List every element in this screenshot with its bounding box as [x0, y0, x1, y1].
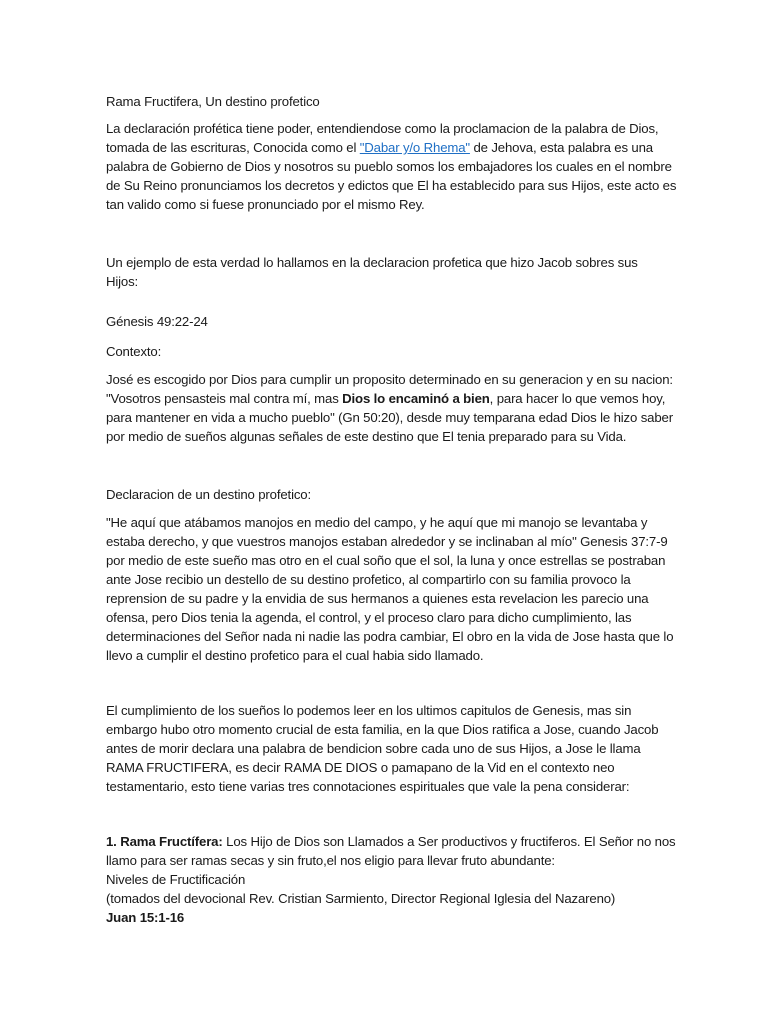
devotional-source: (tomados del devocional Rev. Cristian Sarmiento, Director Regional Iglesia del Nazareno): [106, 891, 616, 906]
fructification-levels: Niveles de Fructificación: [106, 872, 246, 887]
fulfillment-line: testamentario, esto tiene varias tres connotaciones espirituales que vale la pena considerar:: [106, 779, 630, 794]
context-heading: Contexto:: [106, 344, 162, 359]
context-line-2-c: , para hacer lo que vemos hoy,: [489, 391, 666, 406]
fulfillment-line: RAMA FRUCTIFERA, es decir RAMA DE DIOS o pamapano de la Vid en el contexto neo: [106, 760, 615, 775]
fulfillment-line: antes de morir declara una palabra de bendicion sobre cada uno de sus Hijos, a Jose le llama: [106, 741, 641, 756]
context-line-1: José es escogido por Dios para cumplir un proposito determinado en su generacion y en su nacion:: [106, 372, 673, 387]
scripture-reference: Génesis 49:22-24: [106, 314, 208, 329]
declaration-line: ofensa, pero Dios tenia la agenda, el control, y el proceso claro para dicho cumplimiento, las: [106, 610, 632, 625]
intro-line-2: [106, 138, 666, 157]
example-paragraph: Un ejemplo de esta verdad lo hallamos en la declaracion profetica que hizo Jacob sobres sus Hijos:: [106, 255, 638, 289]
declaration-line: llevo a cumplir el destino profetico para el cual habia sido llamado.: [106, 648, 484, 663]
context-line-3: para mantener en vida a mucho pueblo" (Gn 50:20), desde muy temparana edad Dios le hizo saber: [106, 410, 673, 425]
declaration-line: reprension de su padre y la envidia de sus hermanos a quienes esta revelacion les parecio una: [106, 591, 649, 606]
fulfillment-paragraph: [106, 701, 666, 796]
context-line-2-bold: Dios lo encaminó a bien: [342, 391, 490, 406]
point-1-text: Los Hijo de Dios son Llamados a Ser productivos y fructiferos. El Señor no nos: [222, 834, 676, 849]
context-line-2: [106, 389, 666, 408]
intro-line-4: de Su Reino pronunciamos los decretos y edictos que El ha establecido para sus Hijos, este acto es: [106, 178, 677, 193]
point-1-label: 1. Rama Fructífera:: [106, 834, 223, 849]
declaration-heading: Declaracion de un destino profetico:: [106, 487, 311, 502]
declaration-line: determinaciones del Señor nada ni nadie las podra cambiar, El obro en la vida de Jose hasta que lo: [106, 629, 674, 644]
intro-line-3: palabra de Gobierno de Dios y nosotros su pueblo somos los embajadores los cuales en el nombre: [106, 159, 672, 174]
declaration-paragraph: [106, 513, 674, 665]
intro-line-5: tan valido como si fuese pronunciado por el mismo Rey.: [106, 197, 425, 212]
intro-line-1: La declaración profética tiene poder, entendiendose como la proclamacion de la palabra de Dios,: [106, 121, 659, 136]
point-1-line-1: [106, 832, 676, 851]
intro-line-2-end: de Jehova, esta palabra es una: [469, 140, 653, 155]
document-title: Rama Fructifera, Un destino profetico: [106, 94, 320, 109]
context-line-4: por medio de sueños algunas señales de este destino que El tenia preparado para su Vida.: [106, 429, 627, 444]
declaration-line: "He aquí que atábamos manojos en medio del campo, y he aquí que mi manojo se levantaba y: [106, 515, 648, 530]
fulfillment-line: El cumplimiento de los sueños lo podemos leer en los ultimos capitulos de Genesis, mas sin: [106, 703, 632, 718]
point-1-section: [106, 832, 676, 927]
context-line-2-a: "Vosotros pensasteis mal contra mí, mas: [106, 391, 343, 406]
point-1-line-2: llamo para ser ramas secas y sin fruto,el nos eligio para llevar fruto abundante:: [106, 853, 555, 868]
context-paragraph: [106, 370, 673, 446]
declaration-line: por medio de este sueño mas otro en el cual soño que el sol, la luna y once estrellas se postraban: [106, 553, 666, 568]
fulfillment-line: embargo hubo otro momento crucial de esta familia, en la que Dios ratifica a Jose, cuando Jacob: [106, 722, 659, 737]
scripture-reference-juan: Juan 15:1-16: [106, 910, 185, 925]
declaration-line: ante Jose recibio un destello de su destino profetico, al compartirlo con su familia provoco la: [106, 572, 631, 587]
declaration-line: estaba derecho, y que vuestros manojos estaban alrededor y se inclinaban al mío" Genesis 37:7-9: [106, 534, 668, 549]
intro-line-2-start: tomada de las escrituras, Conocida como el: [106, 140, 360, 155]
intro-paragraph: [106, 119, 677, 214]
dabar-rhema-link[interactable]: "Dabar y/o Rhema": [359, 140, 470, 155]
